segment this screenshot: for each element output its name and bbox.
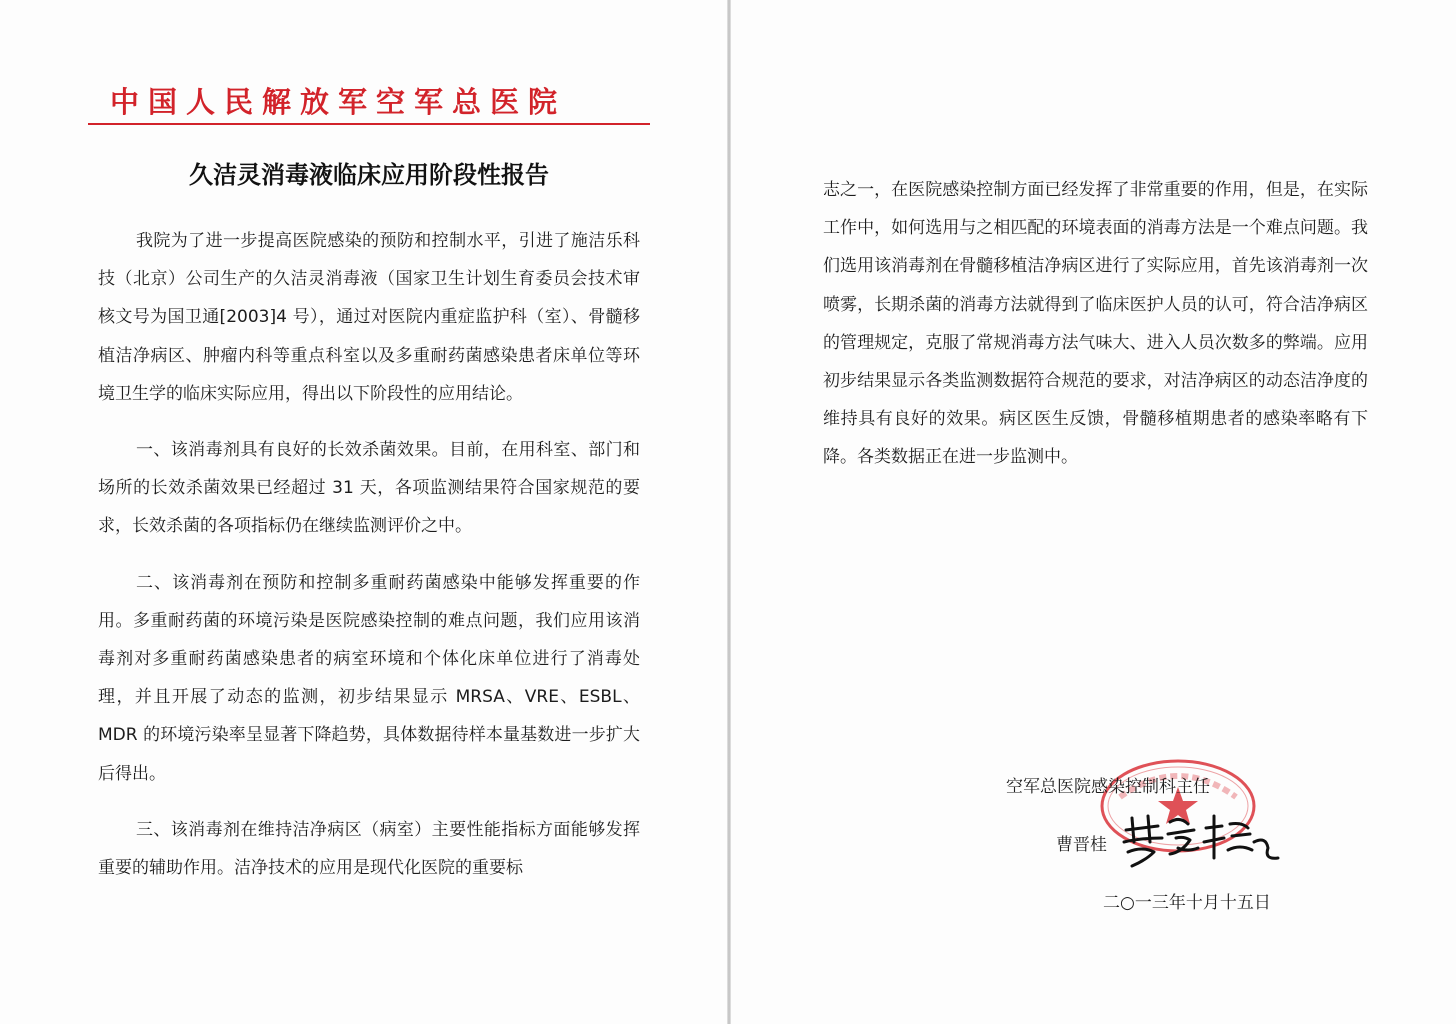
paragraph-intro: 我院为了进一步提高医院感染的预防和控制水平，引进了施洁乐科技（北京）公司生产的久洁灵消毒液（国家卫生计划生育委员会技术审核文号为国卫通[2003]4 号），通过对医院内重症监护科（室）、骨髓移植洁净病区、肿瘤内科等重点科室以及多重耐药菌感染患者床单位等环境卫生学的临床实际应用，得出以下阶段性的应用结论。 [98,231,640,404]
letterhead-institution: 中国人民解放军空军总医院 [110,85,567,119]
report-body-left [98,222,640,905]
letterhead-rule [88,123,650,125]
report-body-right [823,171,1368,495]
paragraph-point-2: 二、该消毒剂在预防和控制多重耐药菌感染中能够发挥重要的作用。多重耐药菌的环境污染是医院感染控制的难点问题，我们应用该消毒剂对多重耐药菌感染患者的病室环境和个体化床单位进行了消毒处理，并且开展了动态的监测，初步结果显示 MRSA、VRE、ESBL、MDR 的环境污染率呈显著下降趋势，具体数据待样本量基数进一步扩大后得出。 [98,572,640,784]
signature-date: 二○一三年十月十五日 [1103,893,1271,913]
paragraph-point-3: 三、该消毒剂在维持洁净病区（病室）主要性能指标方面能够发挥重要的辅助作用。洁净技术的应用是现代化医院的重要标 [98,819,640,879]
handwritten-signature-icon [1118,808,1283,878]
paragraph-point-1: 一、该消毒剂具有良好的长效杀菌效果。目前，在用科室、部门和场所的长效杀菌效果已经超过 31 天，各项监测结果符合国家规范的要求，长效杀菌的各项指标仍在继续监测评价之中。 [98,440,640,537]
signatory-title: 空军总医院感染控制科主任 [1006,777,1210,797]
paragraph-continuation: 志之一，在医院感染控制方面已经发挥了非常重要的作用，但是，在实际工作中，如何选用与之相匹配的环境表面的消毒方法是一个难点问题。我们选用该消毒剂在骨髓移植洁净病区进行了实际应用，首先该消毒剂一次喷雾，长期杀菌的消毒方法就得到了临床医护人员的认可，符合洁净病区的管理规定，克服了常规消毒方法气味大、进入人员次数多的弊端。应用初步结果显示各类监测数据符合规范的要求，对洁净病区的动态洁净度的维持具有良好的效果。病区医生反馈，骨髓移植期患者的感染率略有下降。各类数据正在进一步监测中。 [823,180,1368,468]
report-title: 久洁灵消毒液临床应用阶段性报告 [189,160,549,189]
right-page [731,0,1456,1024]
signatory-name: 曹晋桂 [1056,835,1107,855]
